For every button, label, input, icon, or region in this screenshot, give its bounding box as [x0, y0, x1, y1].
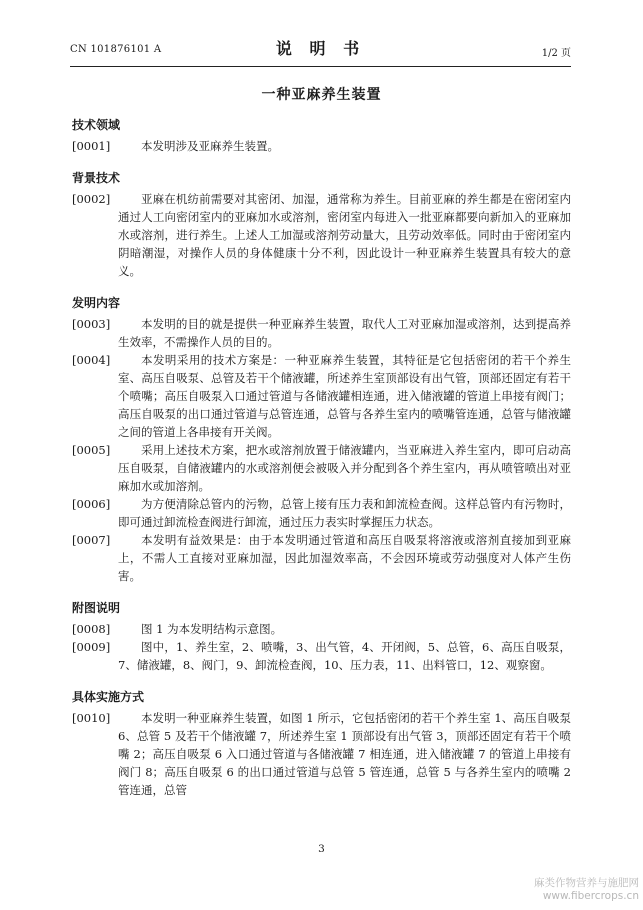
section-heading: 发明内容 [72, 296, 121, 310]
paragraph [72, 190, 571, 280]
paragraph-number: [0002] [72, 192, 111, 206]
paragraph-text: 亚麻在机纺前需要对其密闭、加湿，通常称为养生。目前亚麻的养生都是在密闭室内通过人工向密闭室内的亚麻加水或溶剂，密闭室内每进入一批亚麻都要向新加入的亚麻加水或溶剂，进行养生。上述人工加湿或溶剂劳动量大，且劳动效率低。同时由于密闭室内阴暗潮湿，对操作人员的身体健康十分不利，因此设计一种亚麻养生装置具有较大的意义。 [118, 192, 571, 278]
paragraph-text: 本发明一种亚麻养生装置，如图 1 所示，它包括密闭的若干个养生室 1、高压自吸泵 6、总管 5 及若干个储液罐 7，所述养生室 1 顶部设有出气管 3，顶部还固定有若干个喷嘴 2；高压自吸泵 6 入口通过管道与各储液罐 7 相连通，进入储液罐 7 的管道上串接有阀门 8；高压自吸泵 6 的出口通过管道与总管 5 管连通，总管 5 与各养生室内的喷嘴 2 管连通，总管 [118, 711, 571, 797]
paragraph-number: [0006] [72, 497, 111, 511]
watermark-site-name: 麻类作物营养与施肥网 [534, 877, 639, 889]
paragraph [72, 709, 571, 799]
paragraph-text: 为方便清除总管内的污物，总管上接有压力表和卸流检查阀。这样总管内有污物时，即可通过卸流检查阀进行卸流，通过压力表实时掌握压力状态。 [118, 497, 571, 529]
watermark-url: www.fibercrops.cn [542, 890, 639, 902]
paragraph [72, 441, 571, 495]
paragraph-number: [0001] [72, 139, 111, 153]
paragraph-text: 本发明采用的技术方案是：一种亚麻养生装置，其特征是它包括密闭的若干个养生室、高压自吸泵、总管及若干个储液罐，所述养生室顶部设有出气管，顶部还固定有若干个喷嘴；高压自吸泵入口通过管道与各储液罐相连通，进入储液罐的管道上串接有阀门；高压自吸泵的出口通过管道与总管连通，总管与各养生室内的喷嘴管连通，总管与储液罐之间的管道上各串接有开关阀。 [118, 353, 571, 439]
section-heading: 背景技术 [72, 171, 121, 185]
paragraph-text: 本发明涉及亚麻养生装置。 [141, 139, 279, 153]
paragraph-text: 采用上述技术方案，把水或溶剂放置于储液罐内，当亚麻进入养生室内，即可启动高压自吸泵，自储液罐内的水或溶剂便会被吸入并分配到各个养生室内，再从喷管喷出对亚麻加水或加溶剂。 [118, 443, 571, 493]
paragraph-number: [0010] [72, 711, 111, 725]
paragraph-number: [0004] [72, 353, 111, 367]
section [72, 599, 571, 674]
page-number: 3 [318, 843, 325, 855]
paragraph-number: [0007] [72, 533, 111, 547]
paragraph [72, 620, 571, 638]
paragraph-text: 本发明的目的就是提供一种亚麻养生装置，取代人工对亚麻加湿或溶剂，达到提高养生效率，不需操作人员的目的。 [118, 317, 571, 349]
document-body [72, 116, 571, 799]
site-watermark [534, 877, 639, 903]
paragraph [72, 315, 571, 351]
paragraph-text: 图 1 为本发明结构示意图。 [141, 622, 283, 636]
paragraph-text: 本发明有益效果是：由于本发明通过管道和高压自吸泵将溶液或溶剂直接加到亚麻上，不需人工直接对亚麻加湿，因此加湿效率高，不会因环境或劳动强度对人体产生伤害。 [118, 533, 571, 583]
paragraph-number: [0008] [72, 622, 111, 636]
paragraph-number: [0009] [72, 640, 111, 654]
paragraph-number: [0005] [72, 443, 111, 457]
section [72, 116, 571, 155]
paragraph [72, 638, 571, 674]
section-heading: 附图说明 [72, 601, 121, 615]
paragraph-text: 图中，1、养生室，2、喷嘴，3、出气管，4、开闭阀，5、总管，6、高压自吸泵，7、储液罐，8、阀门，9、卸流检查阀，10、压力表，11、出料管口，12、观察窗。 [118, 640, 571, 672]
document-title: 一种亚麻养生装置 [261, 87, 382, 103]
paragraph-number: [0003] [72, 317, 111, 331]
patent-number: CN 101876101 A [70, 44, 162, 55]
page-header [70, 32, 571, 67]
section [72, 688, 571, 799]
section-heading: 技术领域 [72, 118, 121, 132]
section [72, 169, 571, 280]
section [72, 294, 571, 585]
paragraph [72, 351, 571, 441]
document-type: 说 明 书 [275, 39, 366, 58]
paragraph [72, 495, 571, 531]
paragraph [72, 137, 571, 155]
section-heading: 具体实施方式 [72, 690, 145, 704]
paragraph [72, 531, 571, 585]
page-indicator: 1/2 页 [541, 48, 571, 59]
